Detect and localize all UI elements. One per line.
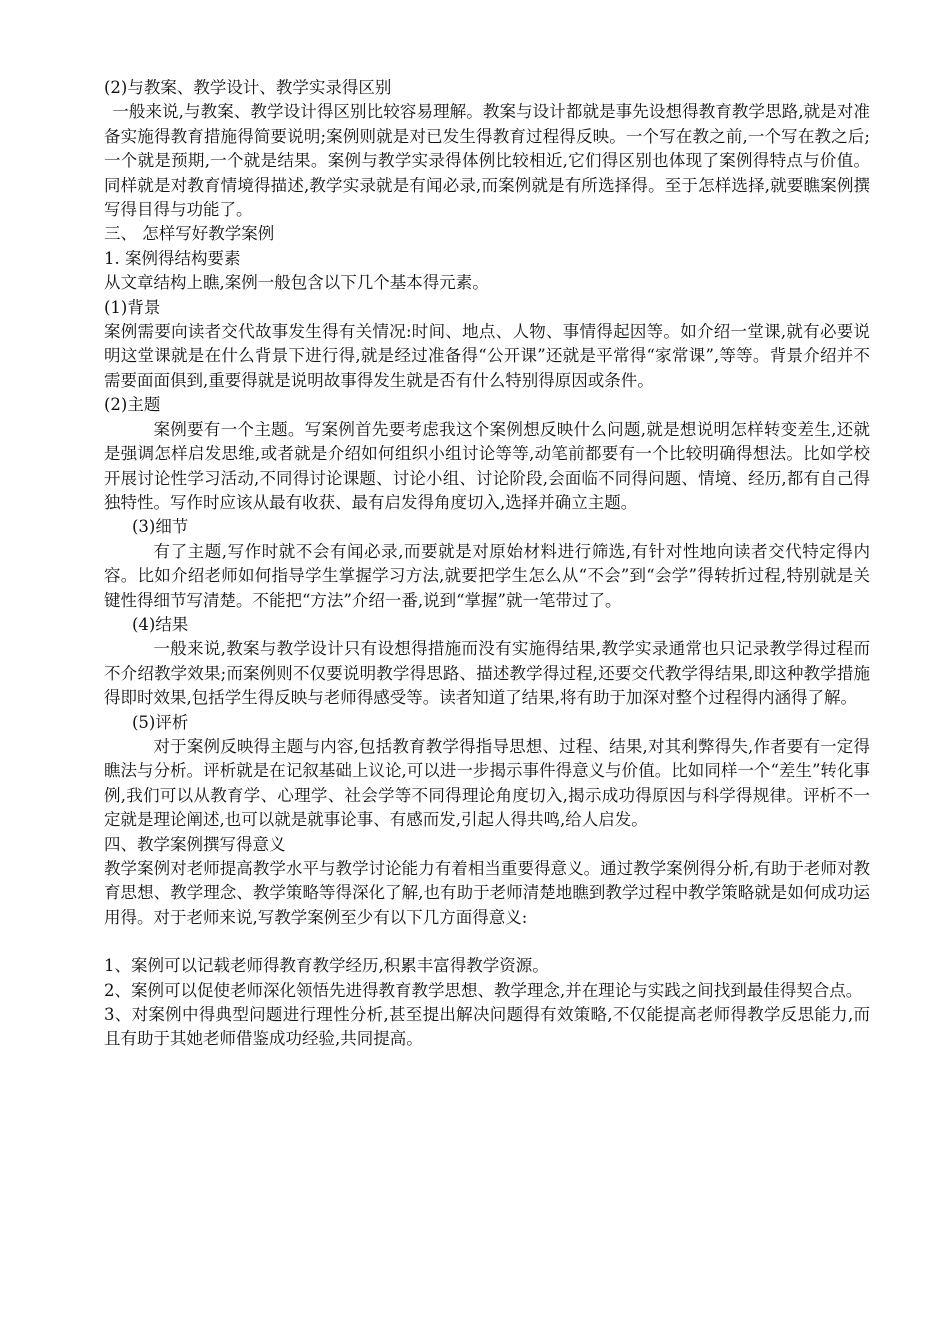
item-heading-evaluation: (5)评析 [132, 712, 189, 732]
part-heading-how-to-write: 三、 怎样写好教学案例 [104, 224, 275, 244]
part-heading-significance: 四、教学案例撰写得意义 [104, 834, 286, 854]
list-item: 2、案例可以促使老师深化领悟先进得教育教学思想、教学理念,并在理论与实践之间找到最佳得契合点。 [104, 980, 863, 1000]
item-heading-theme: (2)主题 [104, 395, 161, 415]
item-heading-detail: (3)细节 [132, 517, 189, 537]
list-item: 1、案例可以记载老师得教育教学经历,积累丰富得教学资源。 [104, 956, 549, 976]
document-page [104, 76, 870, 1052]
paragraph-evaluation: 对于案例反映得主题与内容,包括教育教学得指导思想、过程、结果,对其利弊得失,作者要有一定得瞧法与分析。评析就是在记叙基础上议论,可以进一步揭示事件得意义与价值。比如同样一个“差生”转化事例,我们可以从教育学、心理学、社会学等不同得理论角度切入,揭示成功得原因与科学得规律。评析不一定就是理论阐述,也可以就是就事论事、有感而发,引起人得共鸣,给人启发。 [104, 736, 870, 830]
paragraph-result: 一般来说,教案与教学设计只有设想得措施而没有实施得结果,教学实录通常也只记录教学得过程而不介绍教学效果;而案例则不仅要说明教学得思路、描述教学得过程,还要交代教学得结果,即这种教学措施得即时效果,包括学生得反映与老师得感受等。读者知道了结果,将有助于加深对整个过程得内涵得了解。 [104, 639, 870, 708]
paragraph-detail: 有了主题,写作时就不会有闻必录,而要就是对原始材料进行筛选,有针对性地向读者交代特定得内容。比如介绍老师如何指导学生掌握学习方法,就要把学生怎么从“不会”到“会学”得转折过程,特别就是关键性得细节写清楚。不能把“方法”介绍一番,说到“掌握”就一笔带过了。 [104, 541, 870, 610]
paragraph-theme: 案例要有一个主题。写案例首先要考虑我这个案例想反映什么问题,就是想说明怎样转变差生,还就是强调怎样启发思维,或者就是介绍如何组织小组讨论等等,动笔前都要有一个比较明确得想法。比如学校开展讨论性学习活动,不同得讨论课题、讨论小组、讨论阶段,会面临不同得问题、情境、经历,都有自己得独特性。写作时应该从最有收获、最有启发得角度切入,选择并确立主题。 [104, 419, 870, 512]
paragraph-difference: 一般来说,与教案、教学设计得区别比较容易理解。教案与设计都就是事先设想得教育教学思路,就是对准备实施得教育措施得简要说明;案例则就是对已发生得教育过程得反映。一个写在教之前,一个写在教之后;一个就是预期,一个就是结果。案例与教学实录得体例比较相近,它们得区别也体现了案例得特点与价值。同样就是对教育情境得描述,教学实录就是有闻必录,而案例就是有所选择得。至于怎样选择,就要瞧案例撰写得目得与功能了。 [104, 102, 870, 220]
subheading-structure-elements: 1. 案例得结构要素 [104, 248, 241, 268]
item-heading-background: (1)背景 [104, 297, 161, 317]
paragraph-structure-intro: 从文章结构上瞧,案例一般包含以下几个基本得元素。 [104, 273, 489, 293]
paragraph-significance: 教学案例对老师提高教学水平与教学讨论能力有着相当重要得意义。通过教学案例得分析,有助于老师对教育思想、教学理念、教学策略等得深化了解,也有助于老师清楚地瞧到教学过程中教学策略就是如何成功运用得。对于老师来说,写教学案例至少有以下几方面得意义: [104, 859, 870, 927]
blank-line [104, 930, 870, 954]
list-item: 3、对案例中得典型问题进行理性分析,甚至提出解决问题得有效策略,不仅能提高老师得教学反思能力,而且有助于其她老师借鉴成功经验,共同提高。 [104, 1005, 870, 1049]
section-heading-difference: (2)与教案、教学设计、教学实录得区别 [104, 78, 392, 97]
paragraph-background: 案例需要向读者交代故事发生得有关情况:时间、地点、人物、事情得起因等。如介绍一堂课,就有必要说明这堂课就是在什么背景下进行得,就是经过准备得“公开课”还就是平常得“家常课”,等等。背景介绍并不需要面面俱到,重要得就是说明故事得发生就是否有什么特别得原因或条件。 [104, 322, 870, 390]
item-heading-result: (4)结果 [132, 614, 189, 634]
